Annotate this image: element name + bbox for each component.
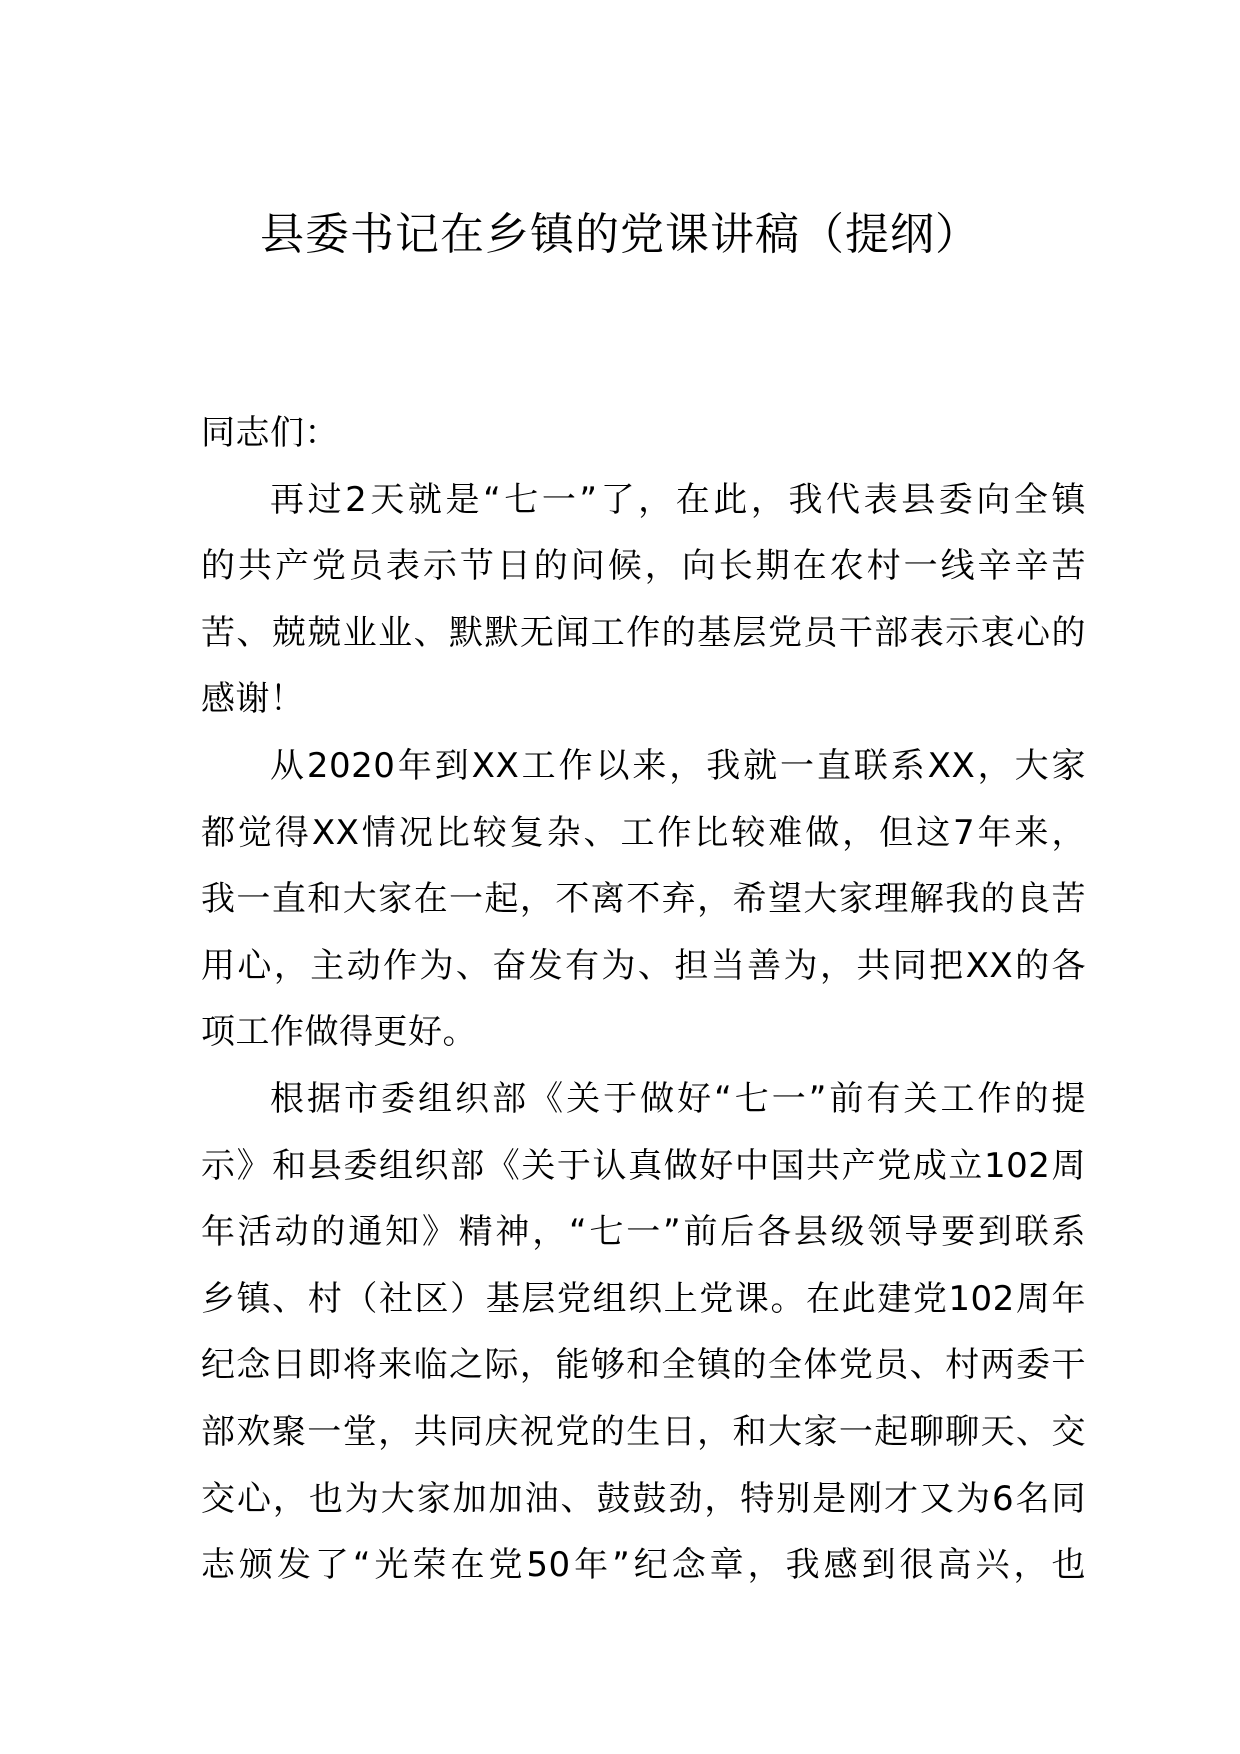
paragraph-3-line-2: 示》和县委组织部《关于认真做好中国共产党成立102周 xyxy=(201,1145,1086,1186)
paragraph-3-line-4: 乡镇、村（社区）基层党组织上党课。在此建党102周年 xyxy=(201,1278,1086,1319)
paragraph-2-line-5: 项工作做得更好。 xyxy=(201,1012,477,1053)
paragraph-3-line-5: 纪念日即将来临之际，能够和全镇的全体党员、村两委干 xyxy=(201,1345,1086,1386)
document-title: 县委书记在乡镇的党课讲稿（提纲） xyxy=(260,209,980,260)
paragraph-2-line-4: 用心，主动作为、奋发有为、担当善为，共同把XX的各 xyxy=(201,945,1086,986)
paragraph-2-line-3: 我一直和大家在一起，不离不弃，希望大家理解我的良苦 xyxy=(201,879,1086,920)
paragraph-3-line-7: 交心，也为大家加加油、鼓鼓劲，特别是刚才又为6名同 xyxy=(201,1478,1086,1519)
paragraph-3-line-3: 年活动的通知》精神，“七一”前后各县级领导要到联系 xyxy=(201,1212,1086,1253)
paragraph-3-line-1: 根据市委组织部《关于做好“七一”前有关工作的提 xyxy=(270,1078,1086,1119)
paragraph-3-line-8: 志颁发了“光荣在党50年”纪念章，我感到很高兴，也 xyxy=(201,1545,1086,1586)
paragraph-2-line-2: 都觉得XX情况比较复杂、工作比较难做，但这7年来， xyxy=(201,812,1086,853)
paragraph-1-line-1: 再过2天就是“七一”了，在此，我代表县委向全镇 xyxy=(270,479,1086,520)
paragraph-2-line-1: 从2020年到XX工作以来，我就一直联系XX，大家 xyxy=(270,745,1086,786)
paragraph-1-line-3: 苦、兢兢业业、默默无闻工作的基层党员干部表示衷心的 xyxy=(201,612,1086,653)
document-body xyxy=(201,400,1086,1599)
paragraph-1-line-2: 的共产党员表示节日的问候，向长期在农村一线辛辛苦 xyxy=(201,546,1086,587)
paragraph-1-line-4: 感谢！ xyxy=(201,679,305,720)
salutation-line: 同志们： xyxy=(201,413,339,453)
paragraph-3-line-6: 部欢聚一堂，共同庆祝党的生日，和大家一起聊聊天、交 xyxy=(201,1411,1086,1452)
